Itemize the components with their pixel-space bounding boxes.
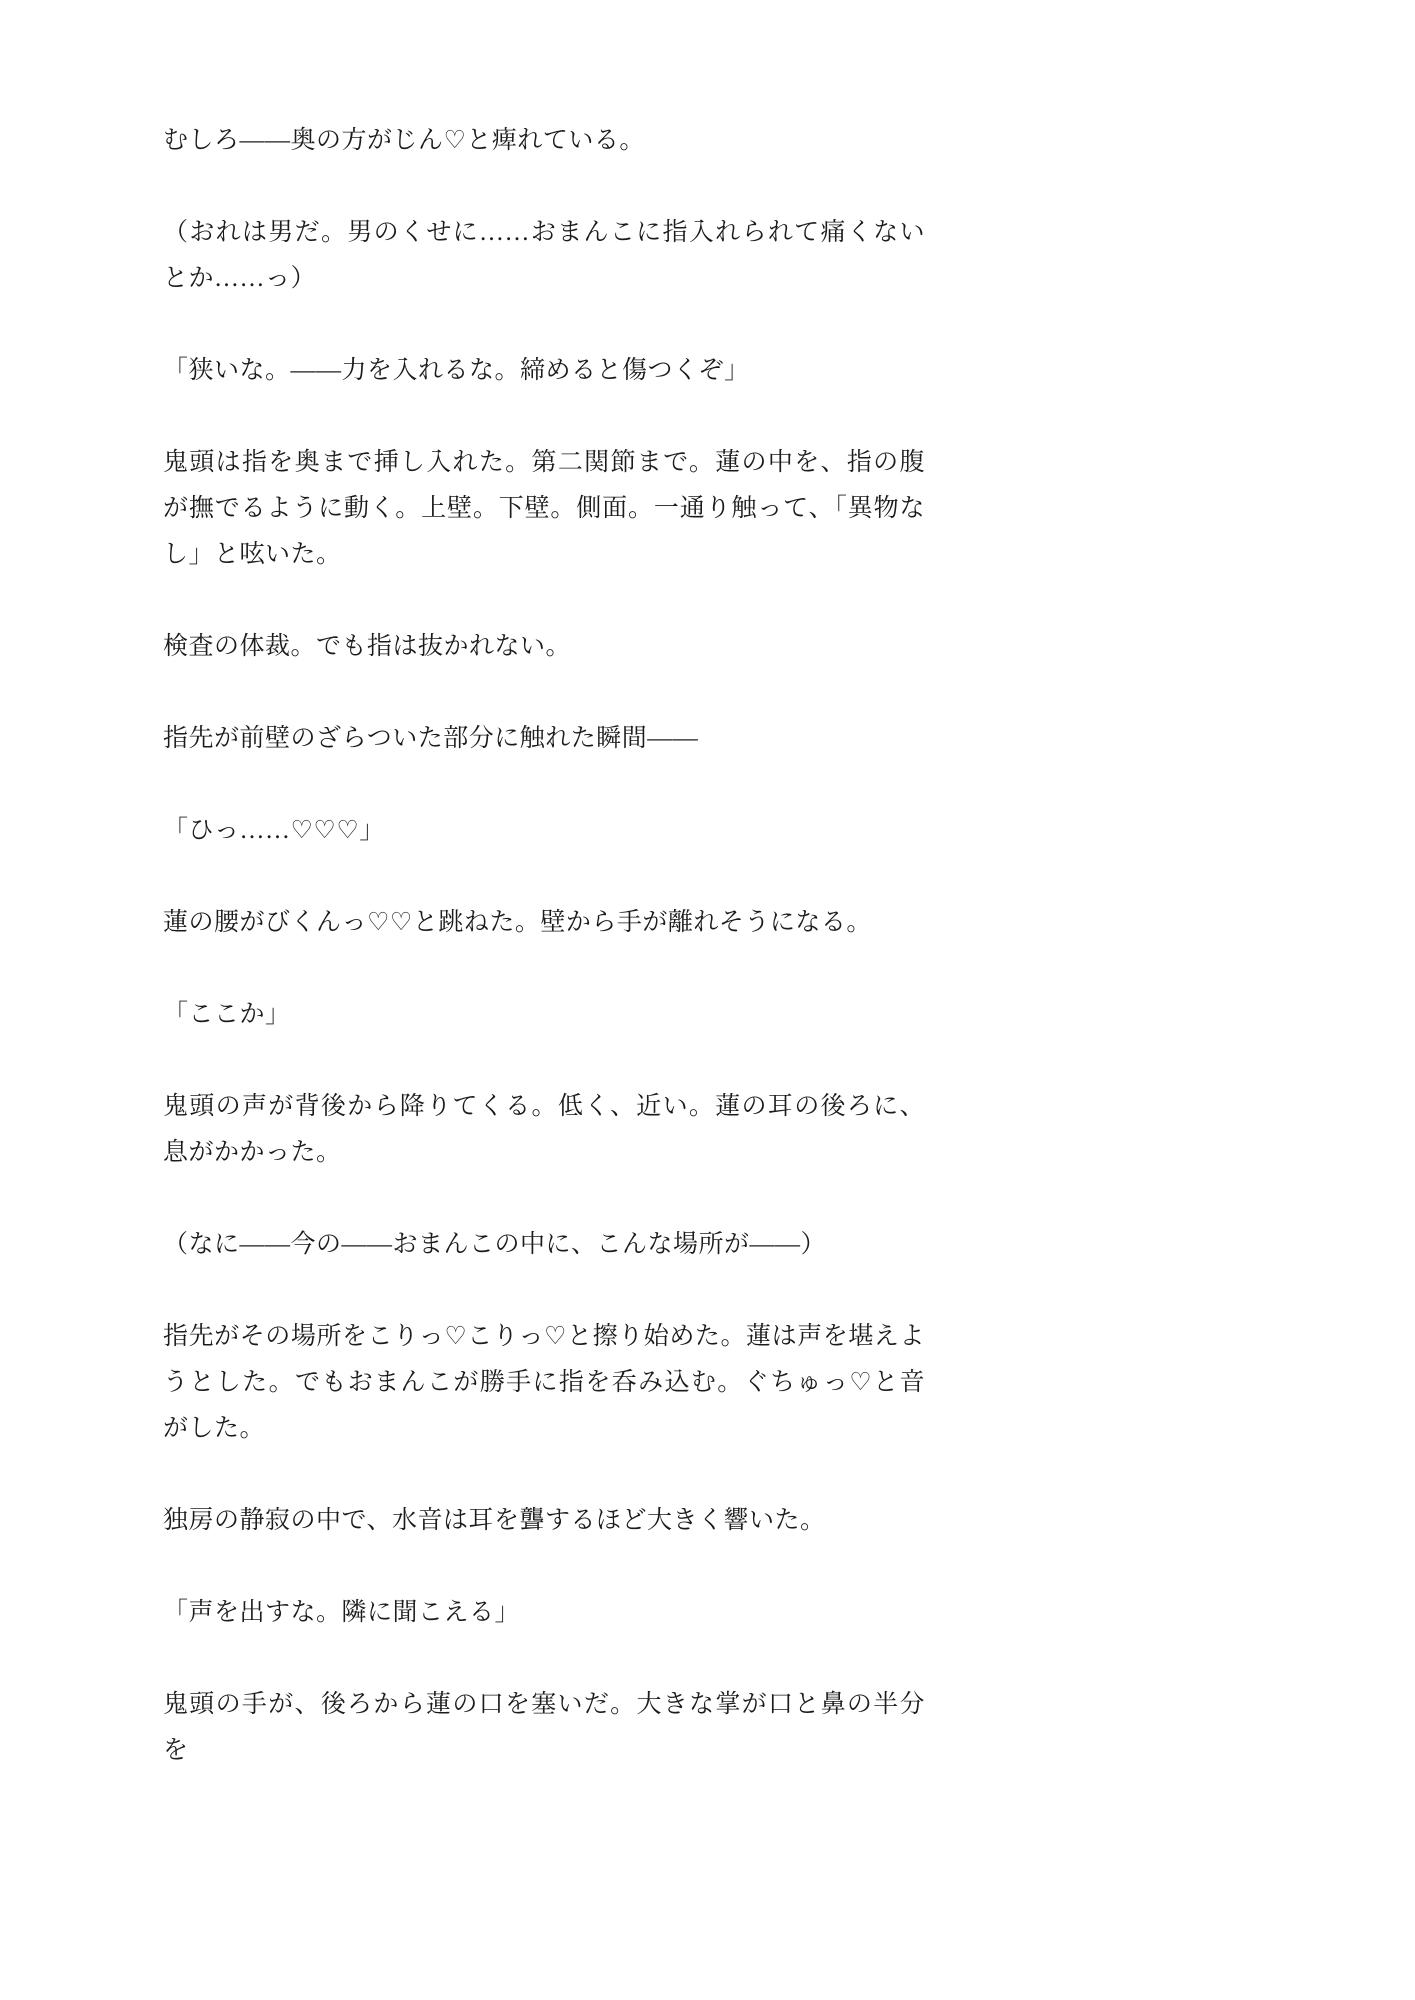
- paragraph: 鬼頭は指を奥まで挿し入れた。第二関節まで。蓮の中を、指の腹が撫でるように動く。上壁。下壁。側面。一通り触って、「異物なし」と呟いた。: [163, 449, 925, 568]
- paragraph: 蓮の腰がびくんっ♡♡と跳ねた。壁から手が離れそうになる。: [163, 909, 872, 936]
- paragraph: 鬼頭の手が、後ろから蓮の口を塞いだ。大きな掌が口と鼻の半分を: [163, 1691, 925, 1764]
- paragraph: 独房の静寂の中で、水音は耳を聾するほど大きく響いた。: [163, 1507, 826, 1534]
- paragraph: 鬼頭の声が背後から降りてくる。低く、近い。蓮の耳の後ろに、息がかかった。: [163, 1093, 925, 1166]
- paragraph: （おれは男だ。男のくせに……おまんこに指入れられて痛くないとか……っ）: [163, 219, 925, 292]
- paragraph: 「ここか」: [163, 1001, 291, 1028]
- paragraph: 「狭いな。——力を入れるな。締めると傷つくぞ」: [163, 357, 750, 384]
- paragraph: むしろ——奥の方がじん♡と痺れている。: [163, 127, 645, 154]
- paragraph: 検査の体裁。でも指は抜かれない。: [163, 633, 572, 660]
- paragraph: 指先がその場所をこりっ♡こりっ♡と擦り始めた。蓮は声を堪えようとした。でもおまんこが勝手に指を呑み込む。ぐちゅっ♡と音がした。: [163, 1323, 925, 1442]
- paragraph: 「声を出すな。隣に聞こえる」: [163, 1599, 521, 1626]
- paragraph: 指先が前壁のざらついた部分に触れた瞬間——: [163, 725, 699, 752]
- paragraph: （なに——今の——おまんこの中に、こんな場所が——）: [163, 1231, 827, 1258]
- document-text-block: [163, 118, 925, 1774]
- paragraph: 「ひっ……♡♡♡」: [163, 817, 385, 844]
